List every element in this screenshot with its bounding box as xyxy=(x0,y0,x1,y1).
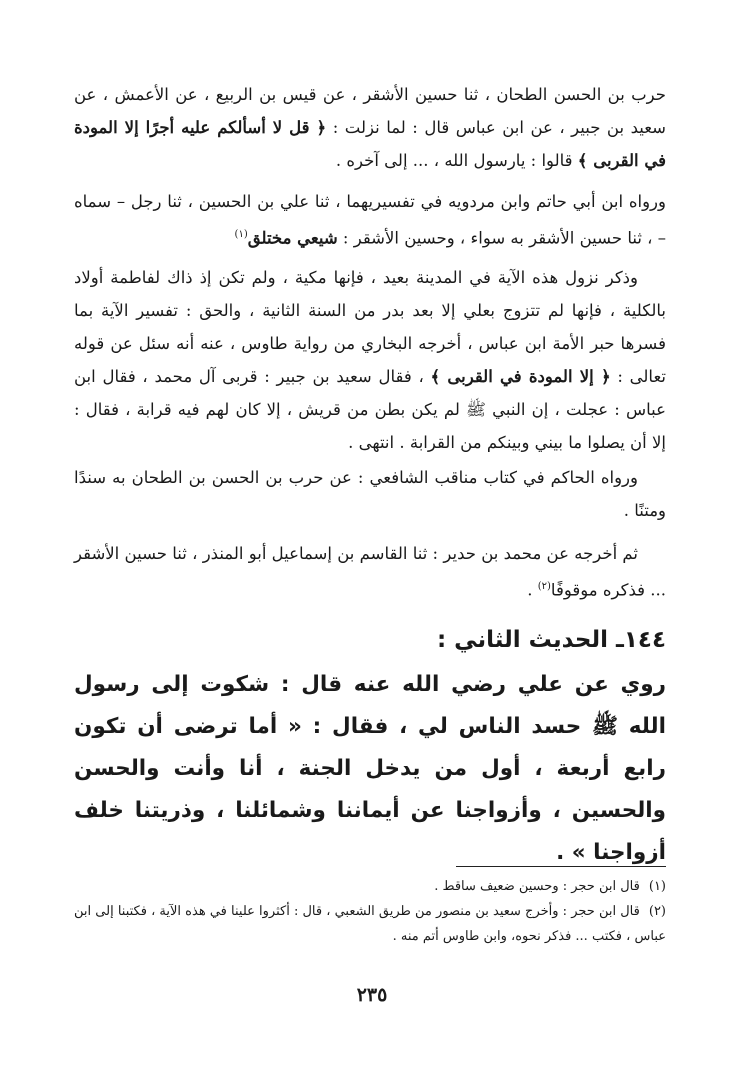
footnote-ref-1[interactable]: (١) xyxy=(234,229,248,240)
section-heading: ١٤٤ـ الحديث الثاني : xyxy=(436,627,666,653)
quran-quote-2: ﴿ إلا المودة في القربى ﴾ xyxy=(430,366,611,386)
paragraph-3 xyxy=(74,261,666,459)
paragraph-1-text: حرب بن الحسن الطحان ، ثنا حسين الأشقر ، عن قيس بن الربيع ، عن الأعمش ، عن سعيد بن جبير ، عن ابن عباس قال : لما نزلت : xyxy=(74,85,666,137)
paragraph-2-text: ورواه ابن أبي حاتم وابن مردويه في تفسيريهما ، ثنا علي بن الحسين ، ثنا رجل – سماه – ، ثنا حسين الأشقر به سواء ، وحسين الأشقر : xyxy=(74,192,666,248)
paragraph-5-end: . xyxy=(527,580,533,599)
paragraph-5 xyxy=(74,537,666,607)
footnote-text: قال ابن حجر : وحسين ضعيف ساقط . xyxy=(434,879,640,894)
paragraph-1 xyxy=(74,78,666,177)
paragraph-2-bold: شيعي مختلق xyxy=(247,228,338,248)
footnotes xyxy=(74,874,666,949)
paragraph-2 xyxy=(74,185,666,255)
paragraph-4 xyxy=(74,461,666,527)
paragraph-1-end: قالوا : يارسول الله ، ... إلى آخره . xyxy=(335,151,573,170)
footnote-number: (٢) xyxy=(648,904,666,919)
footnote-ref-2[interactable]: (٢) xyxy=(537,580,551,592)
footnote-number: (١) xyxy=(648,879,666,894)
footnote-1 xyxy=(74,874,666,899)
quran-quote-1: ﴿ قل لا أسألكم عليه أجرًا إلا المودة في القربى ﴾ xyxy=(74,118,666,170)
paragraph-3-continued: ، فقال سعيد بن جبير : قربى آل محمد ، فقال ابن عباس : عجلت ، إن النبي ﷺ لم يكن بطن من قريش ، إلا كان لهم فيه قرابة ، فقال : إلا أن يصلوا ما بيني وبينكم من القرابة . انتهى . xyxy=(74,366,666,452)
paragraph-3-text: وذكر نزول هذه الآية في المدينة بعيد ، فإنها مكية ، ولم تكن إذ ذاك لفاطمة أولاد بالكلية ، فإنها لم تتزوج بعلي إلا بعد بدر من السنة الثانية ، والحق : تفسير الآية بما فسرها حبر الأمة ابن عباس ، أخرجه البخاري من رواية طاوس ، عنه أنه سئل عن قوله تعالى : xyxy=(74,267,666,386)
footnote-2 xyxy=(74,899,666,949)
footnote-divider xyxy=(456,866,666,867)
hadith-text: روي عن علي رضي الله عنه قال : شكوت إلى رسول الله ﷺ حسد الناس لي ، فقال : « أما ترضى أن تكون رابع أربعة ، أول من يدخل الجنة ، أنا وأنت والحسن والحسين ، وأزواجنا عن أيماننا وشمائلنا ، وذريتنا خلف أزواجنا » . xyxy=(74,672,666,865)
paragraph-5-text: ثم أخرجه عن محمد بن حدير : ثنا القاسم بن إسماعيل أبو المنذر ، ثنا حسين الأشقر ... فذكره موقوفًا xyxy=(74,543,666,599)
paragraph-4-text: ورواه الحاكم في كتاب مناقب الشافعي : عن حرب بن الحسن بن الطحان به سندًا ومتنًا . xyxy=(74,467,666,520)
page-number: ٢٣٥ xyxy=(356,984,388,1006)
footnote-text: قال ابن حجر : وأخرج سعيد بن منصور من طريق الشعبي ، قال : أكثروا علينا في هذه الآية ، فكتبنا إلى ابن عباس ، فكتب ... فذكر نحوه، وابن طاوس أتم منه . xyxy=(74,904,666,944)
